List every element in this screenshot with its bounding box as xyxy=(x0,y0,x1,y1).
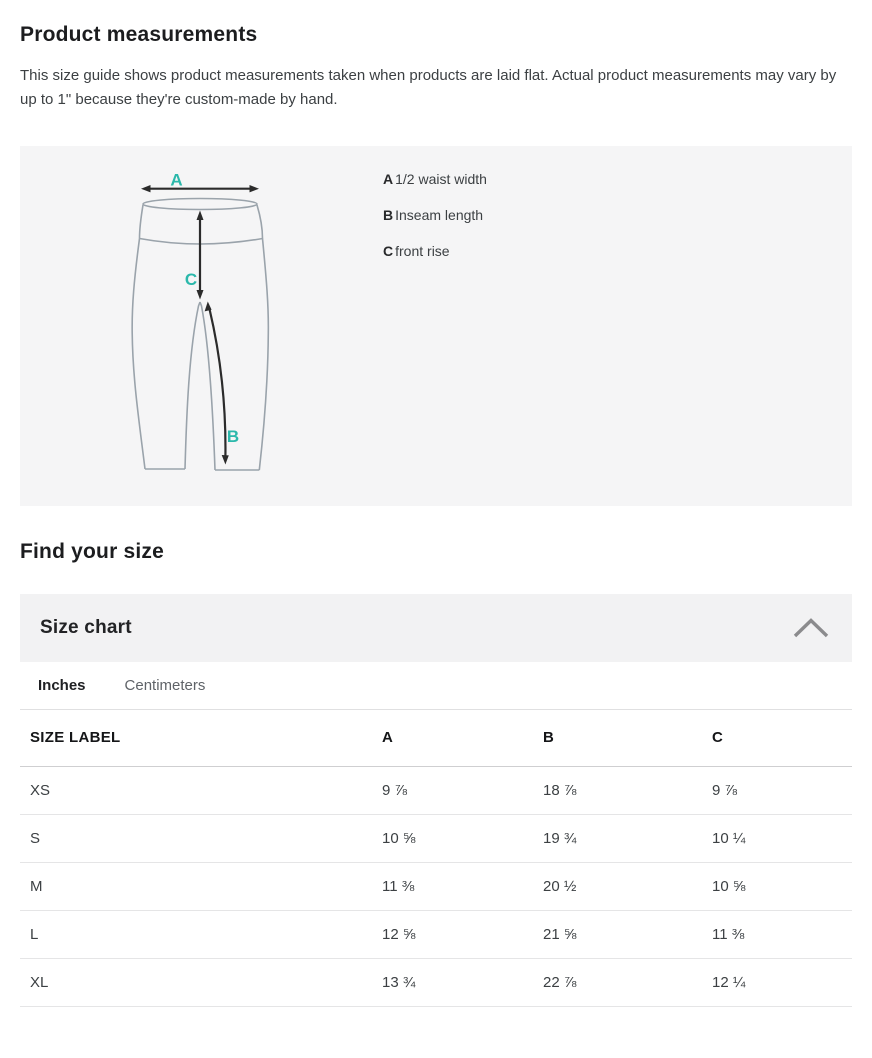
value-c-cell: 11 ⅜ xyxy=(702,910,852,958)
table-row xyxy=(20,958,852,1006)
size-label-cell: XS xyxy=(20,766,372,814)
size-label-cell: XL xyxy=(20,958,372,1006)
value-a-cell: 9 ⅞ xyxy=(372,766,533,814)
column-header-c: C xyxy=(702,710,852,766)
legend-label-a: 1/2 waist width xyxy=(395,171,487,187)
value-b-cell: 19 ¾ xyxy=(533,814,702,862)
measurement-diagram-panel xyxy=(20,146,852,506)
size-guide-page xyxy=(0,23,872,1007)
value-b-cell: 20 ½ xyxy=(533,862,702,910)
value-b-cell: 21 ⅝ xyxy=(533,910,702,958)
leggings-diagram xyxy=(110,166,280,486)
table-header-row xyxy=(20,710,852,766)
legend-item-c xyxy=(383,244,487,258)
value-b-cell: 22 ⅞ xyxy=(533,958,702,1006)
size-label-cell: L xyxy=(20,910,372,958)
size-label-cell: M xyxy=(20,862,372,910)
table-row xyxy=(20,766,852,814)
tab-centimeters[interactable]: Centimeters xyxy=(124,677,206,694)
value-b-cell: 18 ⅞ xyxy=(533,766,702,814)
column-header-size-label: SIZE LABEL xyxy=(20,710,372,766)
legend-key-c: C xyxy=(383,243,394,259)
value-a-cell: 11 ⅜ xyxy=(372,862,533,910)
value-a-cell: 10 ⅝ xyxy=(372,814,533,862)
chevron-up-icon[interactable] xyxy=(792,616,830,640)
column-header-a: A xyxy=(372,710,533,766)
page-title: Product measurements xyxy=(20,23,258,46)
legend-key-a: A xyxy=(383,171,394,187)
size-chart-title: Size chart xyxy=(40,617,132,638)
find-your-size-heading: Find your size xyxy=(20,540,164,563)
marker-c-label: C xyxy=(184,270,198,289)
legend-label-c: front rise xyxy=(395,243,450,259)
value-a-cell: 12 ⅝ xyxy=(372,910,533,958)
table-row xyxy=(20,814,852,862)
value-c-cell: 12 ¼ xyxy=(702,958,852,1006)
value-c-cell: 10 ⅝ xyxy=(702,862,852,910)
units-tabs xyxy=(20,662,852,710)
page-description: This size guide shows product measurements taken when products are laid flat. Actual product measurements may vary by up to 1" because they're custom-made by hand. xyxy=(20,67,837,108)
table-row xyxy=(20,910,852,958)
column-header-b: B xyxy=(533,710,702,766)
measurement-arrows xyxy=(141,185,259,465)
marker-a-label: A xyxy=(170,170,183,190)
value-a-cell: 13 ¾ xyxy=(372,958,533,1006)
size-label-cell: S xyxy=(20,814,372,862)
legend-item-b xyxy=(383,208,487,222)
marker-b-label: B xyxy=(226,427,240,446)
size-chart-table xyxy=(20,710,852,1007)
diagram-legend xyxy=(383,172,487,280)
legend-label-b: Inseam length xyxy=(395,207,484,223)
table-row xyxy=(20,862,852,910)
legend-key-b: B xyxy=(383,207,394,223)
tab-inches[interactable]: Inches xyxy=(38,677,86,694)
legend-item-a xyxy=(383,172,487,186)
value-c-cell: 10 ¼ xyxy=(702,814,852,862)
size-chart-collapse-header[interactable] xyxy=(20,594,852,662)
value-c-cell: 9 ⅞ xyxy=(702,766,852,814)
